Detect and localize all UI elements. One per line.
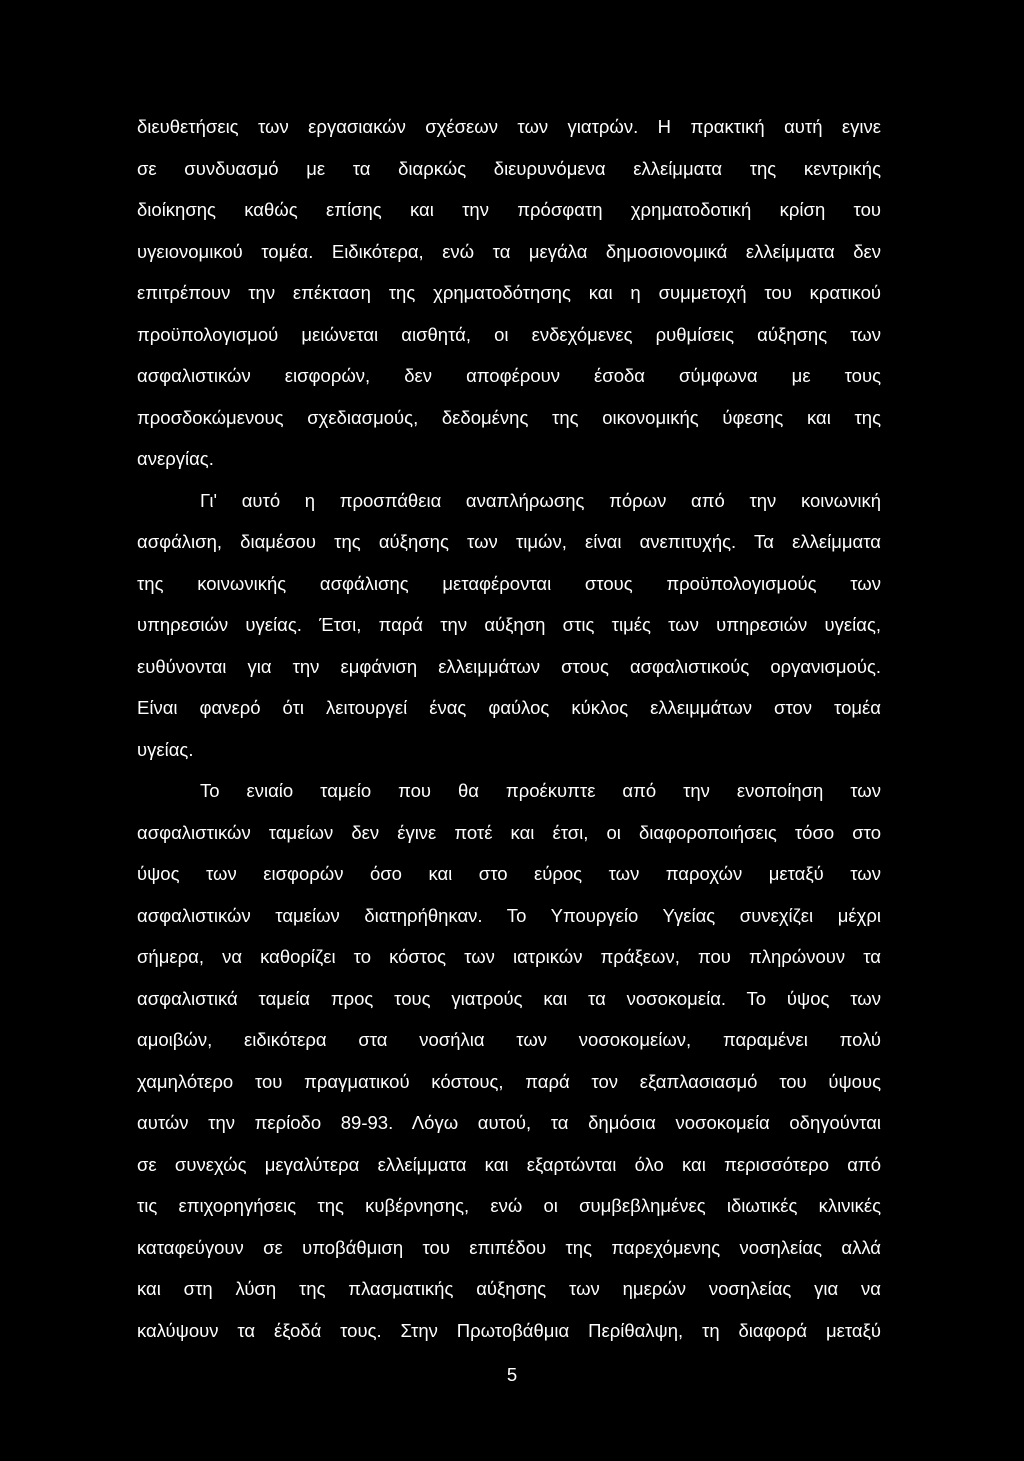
text-line: προσδοκώμενους σχεδιασμούς, δεδομένης της οικονομικής ύφεσης και της: [137, 406, 881, 428]
text-line: της κοινωνικής ασφάλισης μεταφέρονται στους προϋπολογισμούς των: [137, 572, 881, 594]
text-line: ασφαλιστικών εισφορών, δεν αποφέρουν έσοδα σύμφωνα με τους: [137, 365, 881, 386]
text-line: υγειονομικού τομέα. Ειδικότερα, ενώ τα μεγάλα δημοσιονομικά ελλείμματα δεν: [137, 240, 881, 262]
text-line: τις επιχορηγήσεις της κυβέρνησης, ενώ οι συμβεβλημένες ιδιωτικές κλινικές: [137, 1195, 881, 1216]
text-line: ευθύνονται για την εμφάνιση ελλειμμάτων στους ασφαλιστικούς οργανισμούς.: [137, 655, 881, 677]
text-line: διευθετήσεις των εργασιακών σχέσεων των γιατρών. Η πρακτική αυτή εγινε: [137, 116, 881, 137]
text-line: σε συνεχώς μεγαλύτερα ελλείμματα και εξαρτώνται όλο και περισσότερο από: [137, 1153, 881, 1175]
text-line: ανεργίας.: [137, 448, 214, 469]
text-line: Γι' αυτό η προσπάθεια αναπλήρωσης πόρων από την κοινωνική: [200, 489, 881, 511]
text-line: χαμηλότερο του πραγματικού κόστους, παρά τον εξαπλασιασμό του ύψους: [137, 1070, 881, 1092]
text-line: προϋπολογισμού μειώνεται αισθητά, οι ενδεχόμενες ρυθμίσεις αύξησης των: [137, 323, 881, 345]
text-line: υπηρεσιών υγείας. Έτσι, παρά την αύξηση στις τιμές των υπηρεσιών υγείας,: [137, 614, 881, 635]
page-number: 5: [506, 1364, 518, 1385]
text-line: και στη λύση της πλασματικής αύξησης των ημερών νοσηλείας για να: [137, 1278, 881, 1299]
text-line: διοίκησης καθώς επίσης και την πρόσφατη χρηματοδοτική κρίση του: [137, 199, 881, 220]
text-line: καταφεύγουν σε υποβάθμιση του επιπέδου της παρεχόμενης νοσηλείας αλλά: [137, 1236, 881, 1258]
text-line: υγείας.: [137, 738, 194, 760]
body-text: [137, 106, 881, 1351]
text-line: Το ενιαίο ταμείο που θα προέκυπτε από την ενοποίηση των: [200, 780, 881, 801]
text-line: ύψος των εισφορών όσο και στο εύρος των παροχών μεταξύ των: [137, 863, 881, 884]
text-line: ασφαλιστικά ταμεία προς τους γιατρούς και τα νοσοκομεία. Το ύψος των: [137, 987, 881, 1009]
text-line: ασφαλιστικών ταμείων δεν έγινε ποτέ και έτσι, οι διαφοροποιήσεις τόσο στο: [137, 821, 881, 843]
text-line: σήμερα, να καθορίζει το κόστος των ιατρικών πράξεων, που πληρώνουν τα: [137, 946, 881, 967]
text-line: επιτρέπουν την επέκταση της χρηματοδότησης και η συμμετοχή του κρατικού: [137, 282, 881, 303]
text-line: σε συνδυασμό με τα διαρκώς διευρυνόμενα ελλείμματα της κεντρικής: [137, 157, 881, 179]
text-line: αυτών την περίοδο 89-93. Λόγω αυτού, τα δημόσια νοσοκομεία οδηγούνται: [137, 1112, 881, 1133]
text-line: Είναι φανερό ότι λειτουργεί ένας φαύλος κύκλος ελλειμμάτων στον τομέα: [137, 697, 881, 718]
text-line: καλύψουν τα έξοδά τους. Στην Πρωτοβάθμια Περίθαλψη, τη διαφορά μεταξύ: [137, 1319, 881, 1341]
text-line: ασφαλιστικών ταμείων διατηρήθηκαν. Το Υπουργείο Υγείας συνεχίζει μέχρι: [137, 904, 881, 926]
text-line: ασφάλιση, διαμέσου της αύξησης των τιμών, είναι ανεπιτυχής. Τα ελλείμματα: [137, 531, 881, 552]
text-line: αμοιβών, ειδικότερα στα νοσήλια των νοσοκομείων, παραμένει πολύ: [137, 1029, 881, 1050]
